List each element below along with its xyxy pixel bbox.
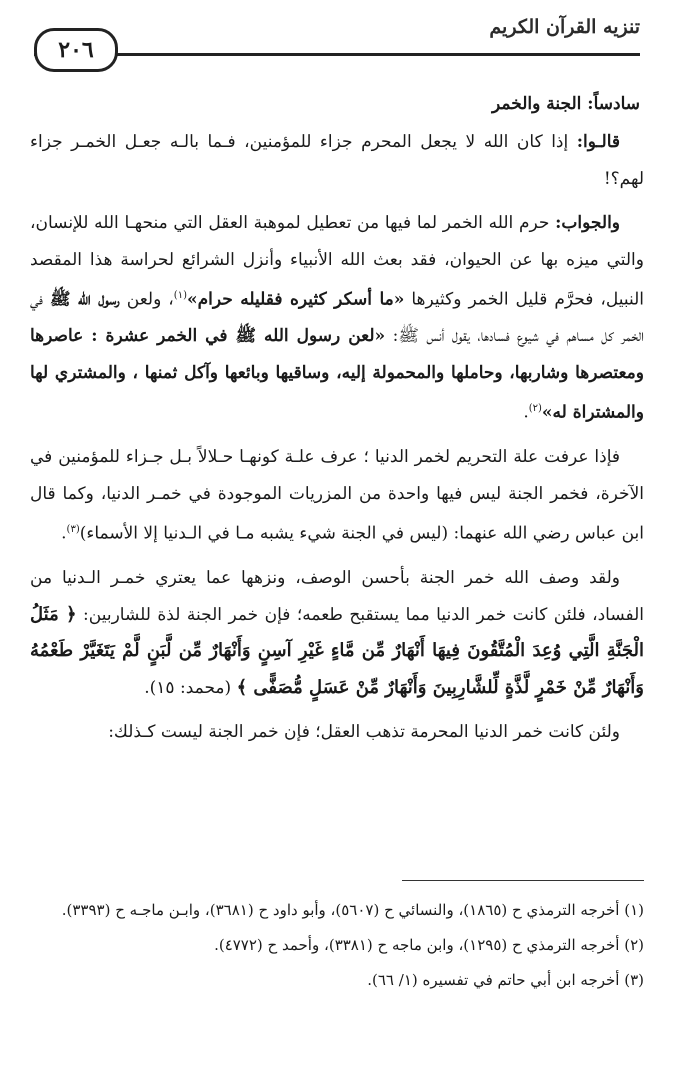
hadith-quote-1: «ما أسكر كثيره فقليله حرام» bbox=[186, 289, 405, 310]
closing-text: ولئن كانت خمر الدنيا المحرمة تذهب العقل؛ فإن خمر الجنة ليست كـذلك: bbox=[108, 722, 620, 743]
answer-text-d: . bbox=[523, 402, 529, 423]
section-heading: سادساً: الجنة والخمر bbox=[492, 94, 640, 114]
answer-text-b: ، ولعن bbox=[119, 289, 174, 310]
answer-lead: والجواب: bbox=[555, 213, 620, 233]
objection-text: إذا كان الله لا يجعل المحرم جزاء للمؤمنين، فـما بالـه جعـل الخمـر جزاء لهم؟! bbox=[30, 132, 644, 189]
page-header bbox=[34, 10, 640, 62]
book-title: تنزيه القرآن الكريم bbox=[489, 16, 640, 38]
cause-text: فإذا عرفت علة التحريم لخمر الدنيا ؛ عرف علـة كونهـا حـلالاً بـل جـزاء للمؤمنين في الآخرة، فخمر الجنة ليس فيها واحدة من المزريات الموجودة في خمـر الدنيا، وكما قال ابن عباس رضي الله عنهما: (ليس في الجنة شيء يشبه مـا في الـدنيا إلا الأسماء) bbox=[30, 447, 644, 544]
answer-text-a: حرم الله الخمر لما فيها من تعطيل لموهبة العقل التي منحهـا الله للإنسان، والتي ميزه بها عن الحيوان، فقد بعث الله الأنبياء وأنزل الشرائع لحراسة هذا المقصد النبيل، فحرَّم قليل الخمر وكثيرها bbox=[30, 213, 644, 310]
footnote-3: (٣) أخرجه ابن أبي حاتم في تفسيره (١/ ٦٦). bbox=[367, 971, 644, 989]
paragraph-cause bbox=[30, 439, 644, 552]
paragraph-answer bbox=[30, 205, 644, 431]
answer-text-c: في الخمر كل مساهم في شيوع فسادها، يقول أنس ﷺ: bbox=[30, 289, 645, 347]
footnote-ref-3: (٣) bbox=[66, 524, 80, 536]
description-text: ولقد وصف الله خمر الجنة بأحسن الوصف، ونزهها عما يعتري خمـر الـدنيا من الفساد، فلئن كانت خمر الدنيا مما يستقبح طعمه؛ فإن خمر الجنة لذة للشاربين: bbox=[30, 568, 644, 625]
footnote-divider bbox=[402, 880, 644, 881]
paragraph-closing bbox=[30, 714, 644, 751]
footnote-ref-1: (١) bbox=[173, 290, 187, 301]
paragraph-description bbox=[30, 560, 644, 706]
page-number: ٢٠٦ bbox=[34, 28, 118, 72]
footnote-1: (١) أخرجه الترمذي ح (١٨٦٥)، والنسائي ح (٥٦٠٧)، وأبو داود ح (٣٦٨١)، وابـن ماجـه ح (٣٣٩٣). bbox=[61, 901, 644, 919]
verse-citation: (محمد: ١٥). bbox=[144, 677, 237, 698]
quran-verse: ﴿ مَثَلُ الْجَنَّةِ الَّتِي وُعِدَ الْمُتَّقُونَ فِيهَا أَنْهَارٌ مِّن مَّاءٍ غَيْرِ آسِنٍ وَأَنْهَارٌ مِّن لَّبَنٍ لَّمْ يَتَغَيَّرْ طَعْمُهُ وَأَنْهَارٌ مِّنْ خَمْرٍ لَّذَّةٍ لِّلشَّارِبِينَ وَأَنْهَارٌ مِّنْ عَسَلٍ مُّصَفًّى ﴾ bbox=[30, 603, 644, 698]
prophet-name: رسول الله ﷺ bbox=[49, 289, 120, 310]
footnote-2: (٢) أخرجه الترمذي ح (١٢٩٥)، وابن ماجه ح (٣٣٨١)، وأحمد ح (٤٧٧٢). bbox=[214, 936, 644, 954]
paragraph-objection bbox=[30, 124, 644, 197]
footnote-ref-2: (٢) bbox=[528, 403, 542, 415]
main-text bbox=[30, 90, 644, 759]
header-rule bbox=[34, 53, 640, 56]
cause-end: . bbox=[61, 523, 67, 544]
footnotes bbox=[30, 896, 644, 1001]
objection-lead: قالـوا: bbox=[576, 132, 620, 152]
hadith-quote-2: «لعن رسول الله ﷺ في الخمر عشرة : عاصرها ومعتصرها وشاربها، وحاملها والمحمولة إليه، وساقيها وبائعها وآكل ثمنها ، والمشتري لها والمشتراة له» bbox=[30, 326, 644, 423]
